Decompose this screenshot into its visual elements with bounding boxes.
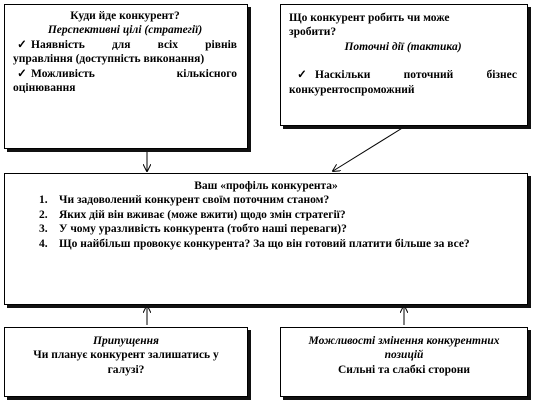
goals-title: Куди йде конкурент?	[70, 10, 180, 22]
profile-question	[39, 222, 519, 236]
check-icon: ✓	[17, 38, 27, 51]
check-icon: ✓	[17, 67, 27, 80]
question-text: Чи задоволений конкурент своїм поточним станом?	[59, 194, 330, 207]
capabilities-title-line1: Можливості змінення конкурентних	[308, 335, 500, 347]
actions-box	[280, 4, 528, 126]
check-icon: ✓	[297, 69, 307, 82]
actions-item-1	[289, 68, 517, 82]
goals-item-2-line1: Можливість кількісного	[31, 67, 237, 80]
assumptions-line1: Чи планує конкурент залишатись у	[33, 349, 219, 362]
capabilities-line1: Сильні та слабкі сторони	[337, 363, 471, 376]
goals-item-2-line2: оцінювання	[13, 81, 76, 94]
profile-title: Ваш «профіль конкурента»	[194, 180, 338, 192]
question-text: Що найбільш провокує конкурента? За що він готовий платити більше за все?	[59, 237, 470, 250]
goals-item-1-line2: управління (доступність виконання)	[13, 53, 205, 66]
actions-item-1-line1: Наскільки поточний бізнес	[315, 69, 517, 82]
question-number: 4.	[39, 237, 48, 250]
arrow-actions-to-profile	[333, 127, 404, 171]
question-text: Яких дій він вживає (може вжити) щодо змін стратегії?	[59, 208, 346, 221]
actions-item-1-line2: конкурентоспроможний	[289, 83, 415, 96]
question-text: У чому уразливість конкурента (тобто наші переваги)?	[59, 223, 347, 236]
assumptions-title: Припущення	[93, 335, 159, 347]
profile-question	[39, 193, 519, 207]
profile-question	[39, 208, 519, 222]
actions-subtitle: Поточні дії (тактика)	[344, 40, 462, 53]
goals-item-1	[13, 38, 237, 52]
question-number: 3.	[39, 223, 48, 236]
assumptions-box	[4, 327, 248, 397]
capabilities-box	[280, 327, 528, 397]
goals-subtitle: Перспективні цілі (стратегії)	[47, 24, 203, 37]
question-number: 1.	[39, 194, 48, 207]
actions-title-line1: Що конкурент робить чи може	[289, 12, 450, 24]
profile-question-list	[39, 193, 519, 251]
capabilities-title-line2: позицій	[384, 349, 424, 362]
goals-item-2	[13, 67, 237, 81]
goals-item-1-line1: Наявність для всіх рівнів	[31, 38, 237, 51]
question-number: 2.	[39, 208, 48, 221]
profile-box	[4, 173, 528, 305]
goals-box	[4, 4, 248, 149]
profile-question	[39, 237, 519, 251]
assumptions-line2: галузі?	[107, 363, 145, 376]
actions-title-line2: зробити?	[289, 26, 337, 39]
